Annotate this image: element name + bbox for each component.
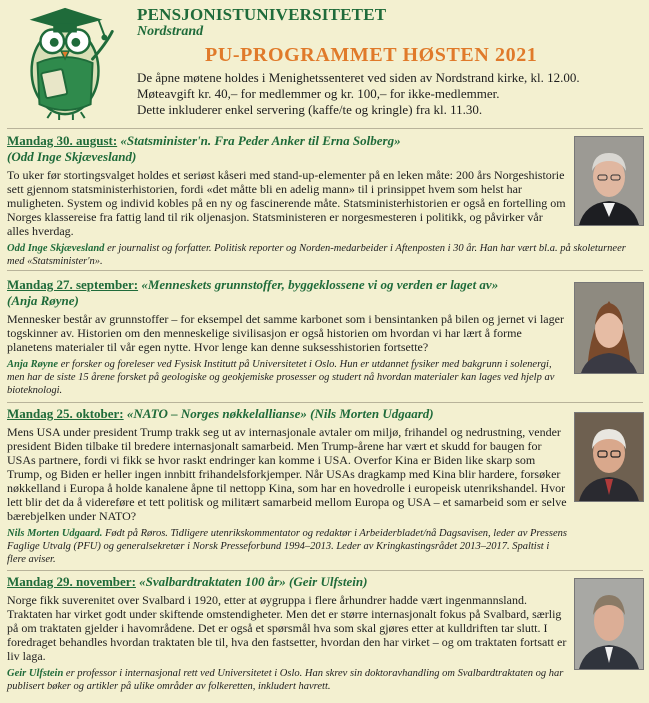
speaker-bio bbox=[7, 242, 643, 268]
speaker-bio bbox=[7, 527, 567, 566]
bio-name: Geir Ulfstein bbox=[7, 668, 64, 679]
entry-title: «NATO – Norges nøkkelallianse» (Nils Morten Udgaard) bbox=[126, 406, 434, 421]
org-name: PENSJONISTUNIVERSITETET bbox=[137, 5, 387, 24]
entry-title: «Statsminister'n. Fra Peder Anker til Erna Solberg» bbox=[120, 133, 401, 148]
program-entry bbox=[7, 406, 643, 566]
divider bbox=[7, 402, 643, 403]
owl-mascot-icon bbox=[8, 2, 126, 120]
entry-date: Mandag 27. september: bbox=[7, 277, 139, 292]
program-entry bbox=[7, 574, 643, 693]
intro-line: De åpne møtene holdes i Menighetssenteret ved siden av Nordstrand kirke, kl. 12.00. bbox=[137, 70, 580, 85]
entry-heading bbox=[7, 406, 567, 422]
entry-title: «Menneskets grunnstoffer, byggeklossene vi og verden er laget av» bbox=[141, 277, 499, 292]
intro-text bbox=[137, 70, 637, 118]
entry-speaker: (Anja Røyne) bbox=[7, 293, 79, 308]
program-title: PU-PROGRAMMET HØSTEN 2021 bbox=[205, 44, 538, 66]
portrait-photo bbox=[574, 282, 644, 374]
entry-speaker: (Odd Inge Skjævesland) bbox=[7, 149, 137, 164]
entry-date: Mandag 30. august: bbox=[7, 133, 118, 148]
entry-heading bbox=[7, 574, 567, 590]
program-entry bbox=[7, 277, 643, 397]
bio-text: Født på Røros. Tidligere utenrikskommentator og redaktør i Arbeiderbladet/nå Dagsavisen, leder av Pressens Faglige Utvalg (PFU) og generalsekretær i Norsk Presseforbund 1994–2013. Leder av Kringkastingsrådet 2013–2017. Spaltist i flere aviser. bbox=[7, 528, 567, 565]
entry-heading bbox=[7, 133, 567, 165]
bio-name: Nils Morten Udgaard. bbox=[7, 528, 103, 539]
entry-title: «Svalbardtraktaten 100 år» (Geir Ulfstein) bbox=[139, 574, 368, 589]
entry-heading bbox=[7, 277, 567, 309]
entry-description: Mens USA under president Trump trakk seg ut av internasjonale avtaler om miljø, frihandel og nedrustning, vender president Biden tilbake til bredere internasjonalt samarbeid. Men Trump-årene har vært et skudd for baugen for USAs partnere, fordi vi fikk se hvor raskt endringer kan komme i USA. Overfor Kina er Biden like skarp som Trump, og Biden er heller ingen innbitt frihandelsforkjemper. Når USAs dragkamp med Kina blir hardere, forsøker nøkkelland i Europa å holde kanalene åpne til nettopp Kina, som har en hovedrolle i europeisk utenrikshandel. Hvor lett blir det da å videreføre et tett politisk og militært samarbeid mellom Europa og USA – et samarbeid som er selve bærebjelken under NATO? bbox=[7, 425, 567, 523]
entry-date: Mandag 25. oktober: bbox=[7, 406, 124, 421]
portrait-photo bbox=[574, 136, 644, 226]
divider bbox=[7, 128, 643, 129]
speaker-bio bbox=[7, 358, 567, 397]
intro-line: Møteavgift kr. 40,– for medlemmer og kr. 100,– for ikke-medlemmer. bbox=[137, 86, 500, 101]
bio-name: Odd Inge Skjævesland bbox=[7, 243, 105, 254]
entry-description: To uker før stortingsvalget holdes et seriøst kåseri med stand-up-elementer på en leken måte: 200 års Norgeshistorie sett gjennom statsministerhistorien, fordi «det måtte bli en adelig mann» til i prinsippet hvem som helst har muligheten. System og individ kobles på en ny og fascinerende måte. Statsministerhistorien er også en fortelling om Norges klassereise fra fattig land til rik oljenasjon. Statsministeren er norgesmesteren i politikk, og påvirker vår alles hverdag. bbox=[7, 168, 566, 238]
divider bbox=[7, 570, 643, 571]
divider bbox=[7, 270, 643, 271]
bio-name: Anja Røyne bbox=[7, 359, 59, 370]
entry-description: Mennesker består av grunnstoffer – for eksempel det samme karbonet som i bensintanken på bilen og jernet vi lager togskinner av. Historien om den menneskelige sivilisasjon er også historien om hvordan vi har lært å forme planetens materialer til vår egen nytte. Hvor lenge kan denne suksesshistorien fortsette? bbox=[7, 312, 564, 354]
intro-line: Dette inkluderer enkel servering (kaffe/te og kringle) fra kl. 11.30. bbox=[137, 102, 483, 117]
org-location: Nordstrand bbox=[137, 24, 204, 39]
bio-text: er professor i internasjonal rett ved Universitetet i Oslo. Han skrev sin doktoravhandling om Svalbardtraktaten og har publisert bøker og artikler på ulike områder av folkeretten, inkludert havrett. bbox=[7, 668, 564, 692]
page-header bbox=[0, 0, 649, 130]
portrait-photo bbox=[574, 412, 644, 502]
program-entry bbox=[7, 133, 643, 268]
entry-date: Mandag 29. november: bbox=[7, 574, 136, 589]
entry-description: Norge fikk suverenitet over Svalbard i 1920, etter at øygruppa i flere århundrer hadde vært ingenmannsland. Traktaten har virket godt under skiftende omstendigheter. Men det er større internasjonalt fokus på Svalbard, særlig på om traktaten gjelder i havområdene. Det er også et spørsmål hva som skal gjøres etter at kulldriften tar slutt. I foredraget behandles hvordan traktaten ble til, hva den fastsetter, hvordan den har virket – og om traktaten fortsatt er liv laga. bbox=[7, 593, 567, 663]
speaker-bio bbox=[7, 667, 567, 693]
portrait-photo bbox=[574, 578, 644, 670]
bio-text: er forsker og foreleser ved Fysisk Institutt på Universitetet i Oslo. Hun er utdannet fysiker med bakgrunn i solenergi, men har de siste 15 årene forsket på geologiske og geokjemiske prosesser og studert nå hvordan materialer kan lages ved hjelp av bioteknologi. bbox=[7, 359, 555, 396]
bio-text: er journalist og forfatter. Politisk reporter og Norden-medarbeider i Aftenposten i 30 år. Han har vært bl.a. på skoleturneer med «Statsminister'n». bbox=[7, 243, 626, 267]
